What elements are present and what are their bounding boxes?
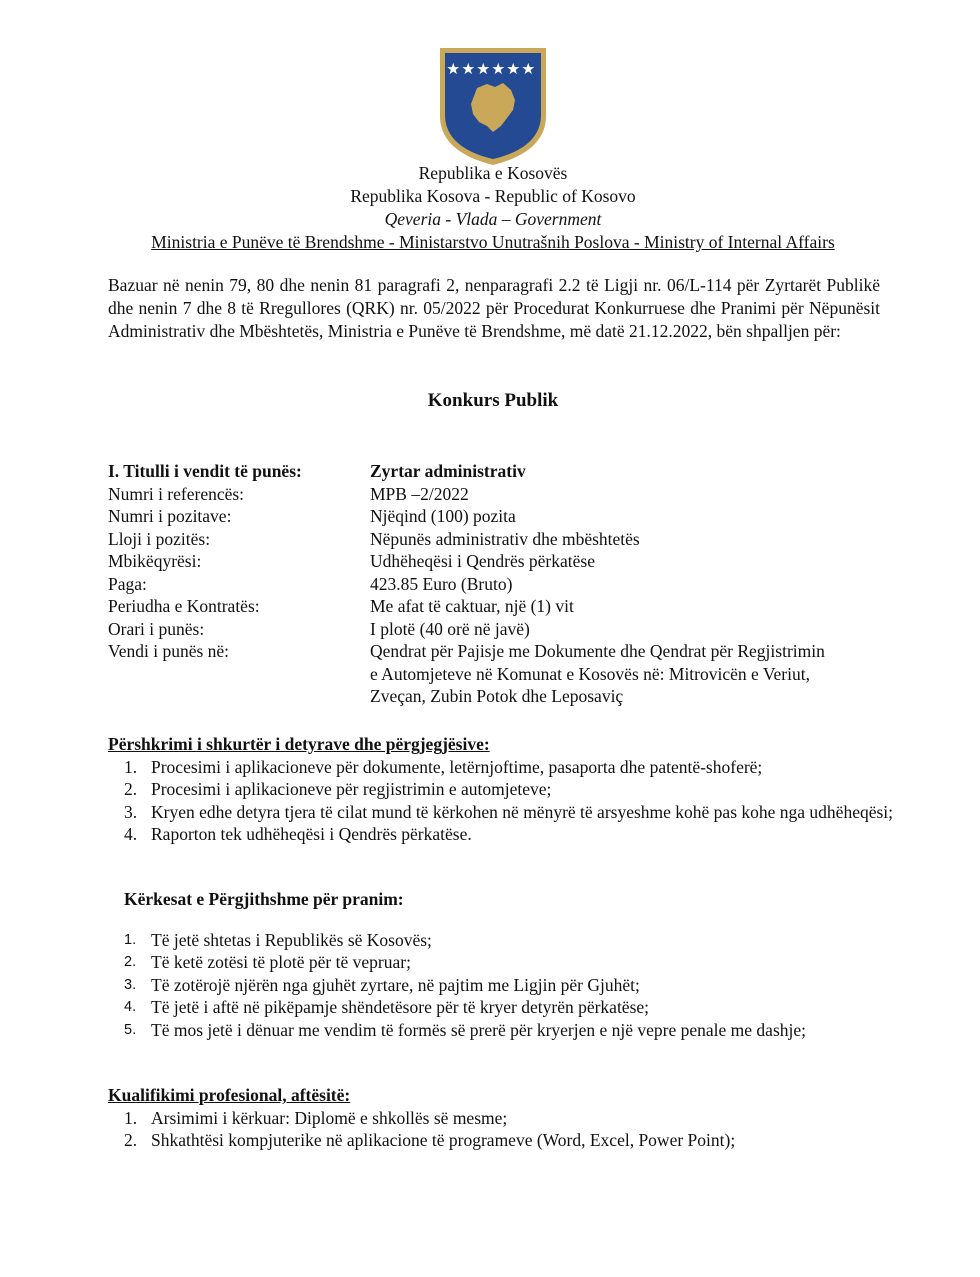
field-row-positions bbox=[108, 505, 888, 528]
list-item-number: 2. bbox=[124, 779, 138, 799]
requirements-list bbox=[108, 929, 898, 1042]
field-row-contract-period bbox=[108, 595, 888, 618]
field-row-schedule bbox=[108, 618, 888, 641]
list-item bbox=[108, 1107, 898, 1130]
kosovo-coat-of-arms-icon bbox=[437, 46, 549, 166]
field-row-title bbox=[108, 460, 888, 483]
letterhead-government: Qeveria - Vlada – Government bbox=[384, 209, 602, 229]
list-item bbox=[108, 996, 898, 1019]
field-row-reference bbox=[108, 483, 888, 506]
field-value: Qendrat për Pajisje me Dokumente dhe Qendrat për Regjistrimin e Automjeteve në Komunat e Kosovës në: Mitrovicën e Veriut, Zveçan, Zubin Potok dhe Leposaviç bbox=[370, 641, 825, 706]
field-value: Nëpunës administrativ dhe mbështetës bbox=[370, 528, 640, 549]
list-item-text: Të mos jetë i dënuar me vendim të formës së prerë për kryerjen e një vepre penale me dashje; bbox=[151, 1019, 806, 1040]
field-value: 423.85 Euro (Bruto) bbox=[370, 573, 513, 594]
field-label: Paga: bbox=[108, 573, 147, 594]
list-item-text: Raporton tek udhëheqësi i Qendrës përkatëse. bbox=[151, 824, 472, 844]
intro-paragraph: Bazuar në nenin 79, 80 dhe nenin 81 paragrafi 2, nenparagrafi 2.2 të Ligji nr. 06/L-114 për Zyrtarët Publikë dhe nenin 7 dhe 8 të Rregullores (QRK) nr. 05/2022 për Procedurat Konkurruese dhe Pranimi për Nëpunësit Administrativ dhe Mbështetës, Ministria e Punëve të Brendshme, më datë 21.12.2022, bën shpalljen për: bbox=[108, 275, 880, 341]
list-item-number: 2. bbox=[124, 954, 137, 970]
list-item-text: Procesimi i aplikacioneve për regjistrimin e automjeteve; bbox=[151, 779, 552, 799]
field-label: Periudha e Kontratës: bbox=[108, 596, 260, 616]
list-item bbox=[108, 801, 898, 824]
field-row-location bbox=[108, 640, 888, 708]
field-value: Njëqind (100) pozita bbox=[370, 506, 516, 526]
field-label: Vendi i punës në: bbox=[108, 641, 230, 661]
list-item bbox=[108, 778, 898, 801]
list-item-number: 4. bbox=[124, 824, 138, 844]
list-item-number: 3. bbox=[124, 976, 137, 993]
letterhead bbox=[0, 162, 980, 254]
list-item bbox=[108, 1019, 898, 1042]
list-item-text: Të jetë i aftë në pikëpamje shëndetësore për të kryer detyrën përkatëse; bbox=[151, 997, 650, 1017]
list-item-text: Arsimimi i kërkuar: Diplomë e shkollës së mesme; bbox=[151, 1107, 508, 1128]
list-item-text: Kryen edhe detyra tjera të cilat mund të kërkohen në mënyrë të arsyeshme kohë pas kohe nga udhëheqësi; bbox=[151, 801, 894, 822]
list-item-number: 5. bbox=[124, 1021, 137, 1038]
field-row-salary bbox=[108, 573, 888, 596]
field-label: I. Titulli i vendit të punës: bbox=[108, 461, 302, 481]
duties-section bbox=[108, 733, 898, 846]
requirements-section bbox=[108, 888, 898, 1041]
duties-heading: Përshkrimi i shkurtër i detyrave dhe përgjegjësive: bbox=[108, 734, 490, 754]
requirements-heading: Kërkesat e Përgjithshme për pranim: bbox=[124, 889, 404, 909]
qualifications-heading: Kualifikimi profesional, aftësitë: bbox=[108, 1085, 351, 1105]
field-label: Lloji i pozitës: bbox=[108, 528, 211, 549]
field-label: Numri i referencës: bbox=[108, 483, 245, 504]
field-label: Orari i punës: bbox=[108, 618, 205, 639]
list-item-number: 4. bbox=[124, 999, 137, 1015]
letterhead-republic-multilingual: Republika Kosova - Republic of Kosovo bbox=[350, 186, 636, 206]
list-item bbox=[108, 951, 898, 974]
field-value: Me afat të caktuar, një (1) vit bbox=[370, 596, 574, 616]
letterhead-ministry: Ministria e Punëve të Brendshme - Ministarstvo Unutrašnih Poslova - Ministry of Internal Affairs bbox=[151, 232, 835, 252]
field-label: Mbikëqyrësi: bbox=[108, 551, 202, 571]
duties-list bbox=[108, 756, 898, 846]
list-item bbox=[108, 823, 898, 846]
qualifications-list bbox=[108, 1107, 898, 1152]
list-item-text: Të ketë zotësi të plotë për të vepruar; bbox=[151, 952, 411, 972]
list-item bbox=[108, 1129, 898, 1152]
list-item bbox=[108, 929, 898, 952]
field-row-supervisor bbox=[108, 550, 888, 573]
field-value: Udhëheqësi i Qendrës përkatëse bbox=[370, 551, 595, 571]
list-item bbox=[108, 974, 898, 997]
field-value: Zyrtar administrativ bbox=[370, 461, 526, 481]
list-item-number: 3. bbox=[124, 801, 138, 822]
page-title: Konkurs Publik bbox=[427, 390, 559, 411]
list-item bbox=[108, 756, 898, 779]
list-item-text: Procesimi i aplikacioneve për dokumente, letërnjoftime, pasaporta dhe patentë-shoferë; bbox=[151, 756, 763, 777]
list-item-text: Të jetë shtetas i Republikës së Kosovës; bbox=[151, 929, 432, 950]
list-item-number: 1. bbox=[124, 756, 138, 777]
list-item-number: 1. bbox=[124, 1107, 138, 1128]
list-item-text: Shkathtësi kompjuterike në aplikacione të programeve (Word, Excel, Power Point); bbox=[151, 1130, 736, 1150]
qualifications-section bbox=[108, 1084, 898, 1152]
position-details bbox=[108, 460, 888, 708]
field-value: MPB –2/2022 bbox=[370, 483, 469, 504]
list-item-number: 2. bbox=[124, 1130, 138, 1150]
field-value: I plotë (40 orë në javë) bbox=[370, 618, 530, 639]
list-item-number: 1. bbox=[124, 931, 137, 948]
field-label: Numri i pozitave: bbox=[108, 506, 232, 526]
list-item-text: Të zotërojë njërën nga gjuhët zyrtare, në pajtim me Ligjin për Gjuhët; bbox=[151, 974, 640, 995]
field-row-position-type bbox=[108, 528, 888, 551]
letterhead-republic: Republika e Kosovës bbox=[418, 163, 568, 183]
